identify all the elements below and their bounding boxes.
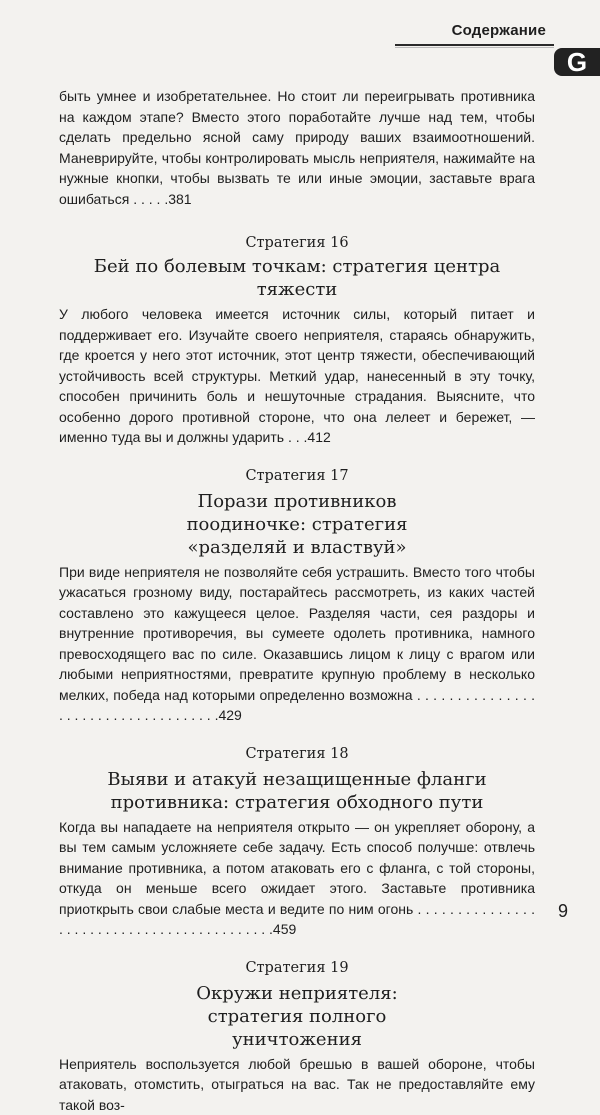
strategy-title: Бей по болевым точкам: стратегия центра тяжести [59,255,535,301]
strategy-label: Стратегия 18 [59,746,535,762]
intro-paragraph [59,86,535,209]
section-title: Содержание [452,22,546,39]
intro-text: быть умнее и изобретательнее. Но стоит ли переигрывать противника на каждом этапе? Вместо этого поработайте лучше над тем, чтобы сделать предельно ясной саму природу ваших взаимоотношений. Маневрируйте, чтобы контролировать мысль неприятеля, нажимайте на нужные кнопки, чтобы вызвать те или иные эмоции, заставьте врага ошибаться [59,88,535,207]
strategy-page-ref: . . .412 [288,429,331,445]
strategy-page-ref: . . . . . . . . . . . . . . . . . . . . . . . . . . . . . . . . . . . . . . . . . . .459 [59,901,535,938]
strategy-label: Стратегия 19 [59,960,535,976]
strategy-entry [59,468,535,726]
strategy-title: Окружи неприятеля: стратегия полного уничтожения [59,982,535,1051]
strategy-entry [59,960,535,1115]
strategy-description-text: При виде неприятеля не позволяйте себя устрашить. Вместо того чтобы ужасаться грозному виду, постарайтесь рассмотреть, из каких частей составлено это кажущееся целое. Разделяя части, сея раздоры и внутренние противоречия, вы сумеете одолеть противника, намного превосходящего вас по силе. Оказавшись лицом к лицу с врагом или любыми неприятностями, превратите крупную проблему в несколько мелких, победа над которыми определенно возможна [59,564,535,703]
strategy-entry [59,235,535,448]
contents-body [59,86,535,1115]
header-rule-thin [395,47,554,48]
strategy-entry [59,746,535,940]
strategy-description-text: У любого человека имеется источник силы, который питает и поддерживает его. Изучайте своего неприятеля, стараясь обнаружить, где кроется у него этот источник, этот центр тяжести, обеспечивающий устойчивость всей структуры. Меткий удар, нанесенный в эту точку, способен причинить боль и нешуточные страдания. Выясните, что особенно дорого противной стороне, что она лелеет и бережет, — именно туда вы и должны ударить [59,306,535,445]
strategy-description [59,1054,535,1115]
strategy-description [59,562,535,726]
strategy-description [59,817,535,940]
intro-page-ref: . . . . .381 [133,191,191,207]
header-rule [395,44,554,46]
strategy-title: Выяви и атакуй незащищенные фланги противника: стратегия обходного пути [59,768,535,814]
strategy-description-text: Неприятель воспользуется любой брешью в вашей обороне, чтобы атаковать, отомстить, отыграться на вас. Так не предоставляйте ему такой воз- [59,1056,535,1113]
strategy-label: Стратегия 16 [59,235,535,251]
strategy-page-ref: . . . . . . . . . . . . . . . . . . . . . . . . . . . . . . . . . . . .429 [59,687,535,724]
chapter-tab: G [554,48,600,76]
strategy-label: Стратегия 17 [59,468,535,484]
strategy-title: Порази противников поодиночке: стратегия «разделяй и властвуй» [59,490,535,559]
page-number: 9 [558,901,568,922]
strategy-description [59,304,535,448]
strategy-description-text: Когда вы нападаете на неприятеля открыто — он укрепляет оборону, а вы тем самым усложняете себе задачу. Есть способ получше: отвлечь внимание противника, а потом атаковать его с фланга, с той стороны, откуда он меньше всего ожидает этого. Заставьте противника приоткрыть свои слабые места и ведите по ним огонь [59,819,535,917]
